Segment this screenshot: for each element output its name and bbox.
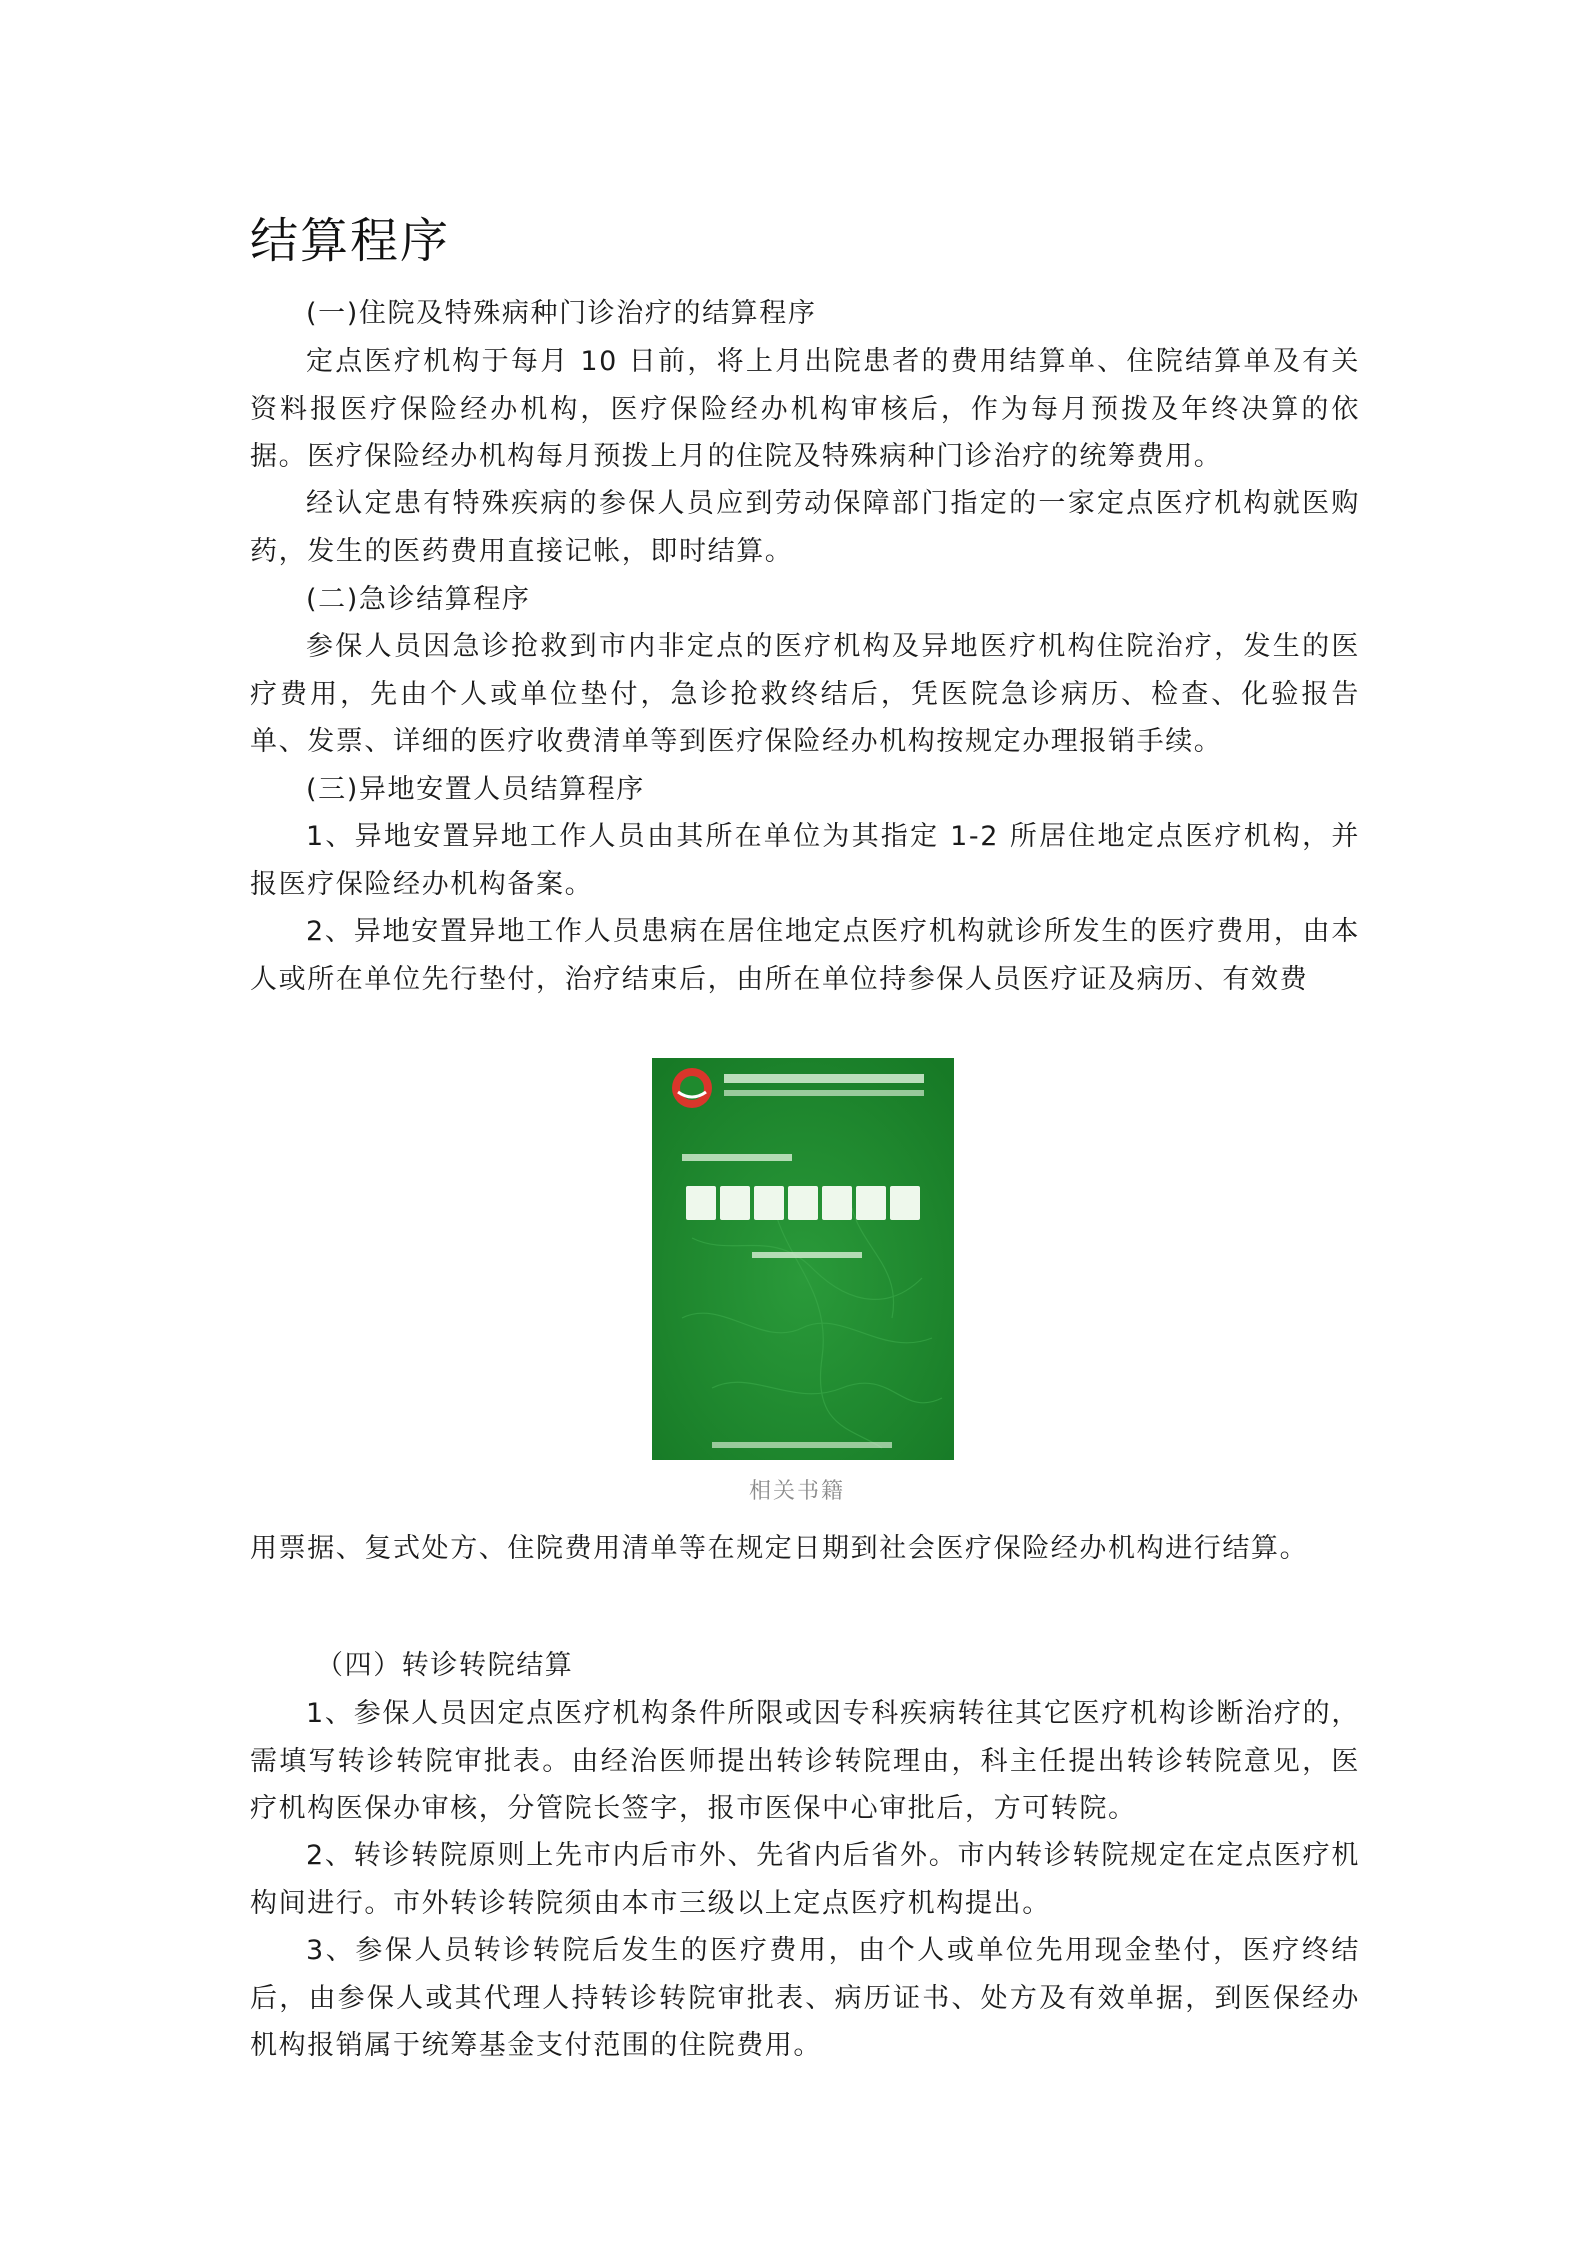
section3-heading: (三)异地安置人员结算程序 <box>306 774 645 805</box>
section4-paragraph-2: 2、转诊转院原则上先市内后市外、先省内后省外。市内转诊转院规定在定点医疗机构间进行。市外转诊转院须由本市三级以上定点医疗机构提出。 <box>250 1840 1360 1919</box>
figure-caption: 相关书籍 <box>748 1479 845 1504</box>
section1-paragraph-2: 经认定患有特殊疾病的参保人员应到劳动保障部门指定的一家定点医疗机构就医购药，发生的医药费用直接记帐，即时结算。 <box>250 488 1360 567</box>
section3-paragraph-2b: 用票据、复式处方、住院费用清单等在规定日期到社会医疗保险经办机构进行结算。 <box>250 1533 1309 1564</box>
section4-paragraph-3: 3、参保人员转诊转院后发生的医疗费用，由个人或单位先用现金垫付，医疗终结后，由参保人或其代理人持转诊转院审批表、病历证书、处方及有效单据，到医保经办机构报销属于统筹基金支付范围的住院费用。 <box>250 1935 1360 2061</box>
section4-heading: （四）转诊转院结算 <box>316 1650 574 1681</box>
book-cover-figure <box>652 1058 954 1460</box>
section1-heading: (一)住院及特殊病种门诊治疗的结算程序 <box>306 298 817 329</box>
page-title: 结算程序 <box>250 213 451 269</box>
section1-paragraph-1: 定点医疗机构于每月 10 日前，将上月出院患者的费用结算单、住院结算单及有关资料报医疗保险经办机构，医疗保险经办机构审核后，作为每月预拨及年终决算的依据。医疗保险经办机构每月预拨上月的住院及特殊病种门诊治疗的统筹费用。 <box>250 346 1360 472</box>
section2-heading: (二)急诊结算程序 <box>306 584 531 615</box>
publisher-logo-icon <box>672 1068 712 1108</box>
section3-paragraph-2a: 2、异地安置异地工作人员患病在居住地定点医疗机构就诊所发生的医疗费用，由本人或所在单位先行垫付，治疗结束后，由所在单位持参保人员医疗证及病历、有效费 <box>250 916 1360 995</box>
section2-paragraph-1: 参保人员因急诊抢救到市内非定点的医疗机构及异地医疗机构住院治疗，发生的医疗费用，先由个人或单位垫付，急诊抢救终结后，凭医院急诊病历、检查、化验报告单、发票、详细的医疗收费清单等到医疗保险经办机构按规定办理报销手续。 <box>250 631 1360 757</box>
section3-paragraph-1: 1、异地安置异地工作人员由其所在单位为其指定 1-2 所居住地定点医疗机构，并报医疗保险经办机构备案。 <box>250 821 1360 900</box>
section4-paragraph-1: 1、参保人员因定点医疗机构条件所限或因专科疾病转往其它医疗机构诊断治疗的，需填写转诊转院审批表。由经治医师提出转诊转院理由，科主任提出转诊转院意见，医疗机构医保办审核，分管院长签字，报市医保中心审批后，方可转院。 <box>250 1698 1360 1824</box>
book-cover-image <box>652 1058 954 1460</box>
